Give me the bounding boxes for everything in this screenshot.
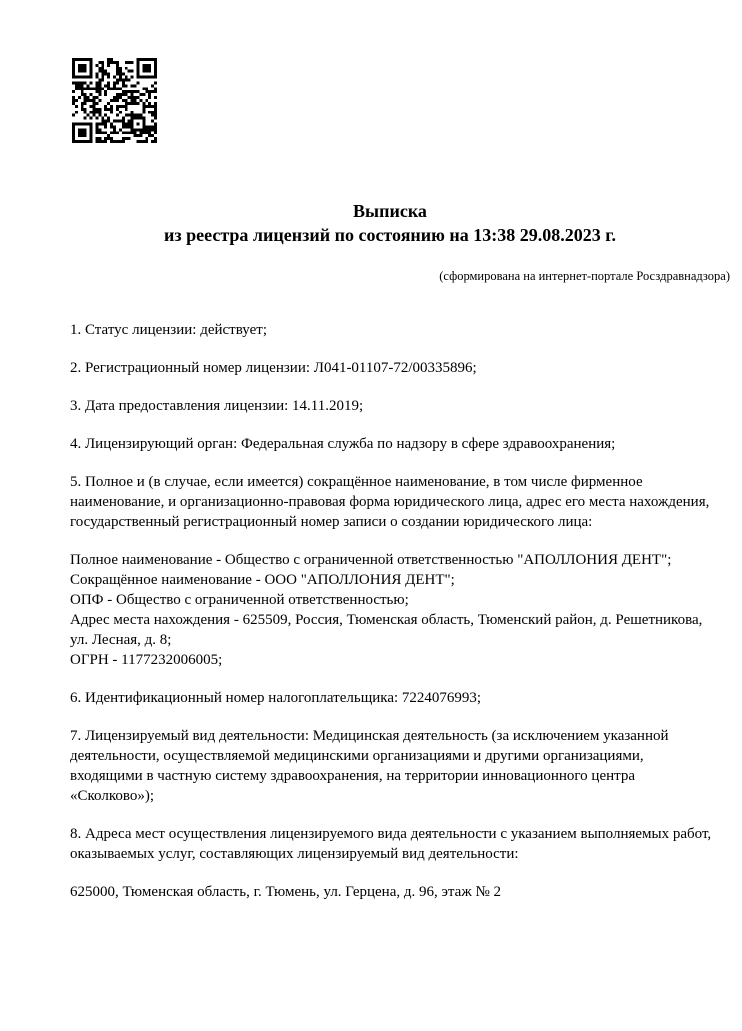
org-short-name: Сокращённое наименование - ООО "АПОЛЛОНИЯ ДЕНТ"; [70, 572, 455, 588]
licensed-activity: 7. Лицензируемый вид деятельности: Медицинская деятельность (за исключением указанной деятельности, осуществляемой медицинскими организациями и другими организациями, входящими в частную систему здравоохранения, на территории инновационного центра «Сколково»); [70, 728, 669, 804]
document-title-line2: из реестра лицензий по состоянию на 13:38 29.08.2023 г. [164, 225, 616, 245]
activity-work-address: 625000, Тюменская область, г. Тюмень, ул. Герцена, д. 96, этаж № 2 [70, 884, 502, 900]
naming-intro: 5. Полное и (в случае, если имеется) сокращённое наименование, в том числе фирменное наименование, и организационно-правовая форма юридического лица, адрес его места нахождения, государственный регистрационный номер записи о создании юридического лица: [70, 474, 710, 530]
licensing-authority: 4. Лицензирующий орган: Федеральная служба по надзору в сфере здравоохранения; [70, 436, 616, 452]
org-ogrn: ОГРН - 1177232006005; [70, 652, 223, 668]
document-title-line1: Выписка [353, 201, 427, 221]
taxpayer-inn: 6. Идентификационный номер налогоплательщика: 7224076993; [70, 690, 482, 706]
org-address: Адрес места нахождения - 625509, Россия, Тюменская область, Тюменский район, д. Решетникова, ул. Лесная, д. 8; [70, 612, 703, 648]
document-title [70, 199, 710, 247]
activity-addresses-intro: 8. Адреса мест осуществления лицензируемого вида деятельности с указанием выполняемых работ, оказываемых услуг, составляющих лицензируемый вид деятельности: [70, 826, 712, 862]
formation-note: (сформирована на интернет-портале Росздравнадзора) [439, 269, 730, 283]
qr-code-icon [72, 58, 157, 143]
document-body [70, 320, 714, 920]
license-reg-number: 2. Регистрационный номер лицензии: Л041-01107-72/00335896; [70, 360, 477, 376]
license-status: 1. Статус лицензии: действует; [70, 322, 267, 338]
organization-details [70, 550, 714, 670]
org-full-name: Полное наименование - Общество с ограниченной ответственностью "АПОЛЛОНИЯ ДЕНТ"; [70, 552, 672, 568]
org-legal-form: ОПФ - Общество с ограниченной ответственностью; [70, 592, 409, 608]
license-grant-date: 3. Дата предоставления лицензии: 14.11.2019; [70, 398, 364, 414]
